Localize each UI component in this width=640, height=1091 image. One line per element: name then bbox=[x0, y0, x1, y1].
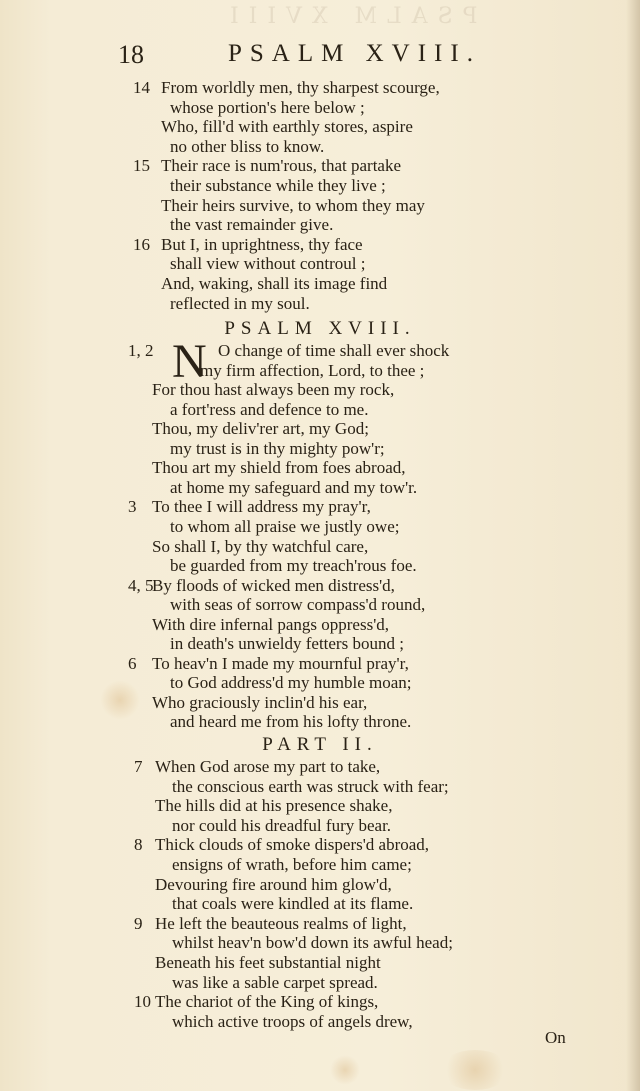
verse-text: When God arose my part to take, bbox=[155, 757, 381, 776]
verse-line bbox=[0, 973, 640, 993]
verse-line bbox=[0, 341, 640, 361]
verse-text: that coals were kindled at its flame. bbox=[172, 894, 414, 914]
verse-text: The hills did at his presence shake, bbox=[155, 796, 393, 816]
verse-text: nor could his dreadful fury bear. bbox=[172, 815, 392, 835]
verse-line bbox=[0, 953, 640, 973]
verse-text: was like a sable carpet spread. bbox=[172, 972, 378, 992]
verse-number: 7 bbox=[134, 757, 143, 776]
verse-text: Thick clouds of smoke dispers'd abroad, bbox=[155, 835, 430, 855]
verse-line bbox=[0, 497, 640, 517]
verse-line bbox=[0, 693, 640, 713]
verse-line bbox=[0, 595, 640, 615]
verse-line bbox=[0, 517, 640, 537]
verse-text: in death's unwieldy fetters bound ; bbox=[170, 634, 404, 654]
verse-line bbox=[0, 816, 640, 836]
verse-line bbox=[0, 933, 640, 953]
verse-line bbox=[0, 712, 640, 732]
verse-line bbox=[0, 673, 640, 693]
verse-number: 6 bbox=[128, 653, 137, 673]
verse-text: Their race is num'rous, that partake bbox=[161, 156, 402, 176]
verse-line bbox=[0, 156, 640, 176]
verse-line bbox=[0, 875, 640, 895]
verse-text: O change of time shall ever shock bbox=[218, 341, 450, 360]
catchword: On bbox=[545, 1028, 566, 1047]
foxing-stain bbox=[330, 1055, 360, 1085]
verse-text: no other bliss to know. bbox=[170, 136, 325, 156]
verse-line bbox=[0, 1012, 640, 1032]
verse-line bbox=[0, 254, 640, 274]
verse-text: shall view without controul ; bbox=[170, 254, 366, 274]
verse-text: The chariot of the King of kings, bbox=[155, 992, 379, 1012]
section-title-psalm-xviii: PSALM XVIII. bbox=[224, 318, 416, 339]
verse-line bbox=[0, 78, 640, 98]
verse-line bbox=[0, 274, 640, 294]
foxing-stain bbox=[440, 1050, 510, 1090]
verse-text: the vast remainder give. bbox=[170, 215, 334, 235]
verse-text: And, waking, shall its image find bbox=[161, 274, 388, 293]
verse-number: 15 bbox=[133, 156, 150, 176]
verse-text: with seas of sorrow compass'd round, bbox=[170, 595, 426, 615]
verse-text: their substance while they live ; bbox=[170, 176, 386, 195]
verse-text: For thou hast always been my rock, bbox=[152, 380, 395, 400]
verse-number: 3 bbox=[128, 497, 137, 517]
verse-line bbox=[0, 196, 640, 216]
verse-number: 1, 2 bbox=[128, 341, 154, 360]
verse-number: 8 bbox=[134, 835, 143, 855]
page-number: 18 bbox=[118, 40, 144, 69]
verse-text: Who graciously inclin'd his ear, bbox=[152, 692, 368, 712]
verse-line bbox=[0, 796, 640, 816]
verse-text: So shall I, by thy watchful care, bbox=[152, 536, 369, 556]
verse-text: Thou, my deliv'rer art, my God; bbox=[152, 419, 369, 439]
verse-number: 10 bbox=[134, 992, 151, 1012]
verse-text: and heard me from his lofty throne. bbox=[170, 712, 412, 732]
verse-text: whilst heav'n bow'd down its awful head; bbox=[172, 933, 453, 953]
verse-line bbox=[0, 835, 640, 855]
verse-number: 9 bbox=[134, 913, 143, 933]
verse-line bbox=[0, 894, 640, 914]
verse-line bbox=[0, 361, 640, 381]
bleed-through-text: PSALM XVIII bbox=[220, 4, 478, 29]
section-title-part-ii: PART II. bbox=[262, 734, 378, 755]
verse-line bbox=[0, 419, 640, 439]
verse-text: With dire infernal pangs oppress'd, bbox=[152, 614, 390, 634]
verse-line bbox=[0, 215, 640, 235]
verse-line bbox=[0, 380, 640, 400]
verse-text: reflected in my soul. bbox=[170, 293, 310, 313]
verse-line bbox=[0, 117, 640, 137]
verse-text: Devouring fire around him glow'd, bbox=[155, 874, 392, 894]
verse-line bbox=[0, 654, 640, 674]
verse-line bbox=[0, 992, 640, 1012]
verse-number: 4, 5 bbox=[128, 575, 154, 595]
verse-line bbox=[0, 458, 640, 478]
verse-text: Beneath his feet substantial night bbox=[155, 953, 381, 972]
verse-line bbox=[0, 478, 640, 498]
verse-line bbox=[0, 576, 640, 596]
verse-text: He left the beauteous realms of light, bbox=[155, 913, 407, 933]
verse-line bbox=[0, 137, 640, 157]
verse-line bbox=[0, 777, 640, 797]
verse-text: Their heirs survive, to whom they may bbox=[161, 195, 425, 215]
verse-text: To heav'n I made my mournful pray'r, bbox=[152, 653, 409, 673]
page-header bbox=[118, 40, 518, 74]
verse-text: To thee I will address my pray'r, bbox=[152, 497, 371, 517]
verse-text: at home my safeguard and my tow'r. bbox=[170, 477, 418, 497]
verse-line bbox=[0, 537, 640, 557]
drop-cap: N bbox=[172, 335, 207, 388]
verse-line bbox=[0, 235, 640, 255]
verse-text: my firm affection, Lord, to thee ; bbox=[200, 360, 425, 380]
verse-line bbox=[0, 98, 640, 118]
verse-text: By floods of wicked men distress'd, bbox=[152, 575, 395, 595]
verse-text: a fort'ress and defence to me. bbox=[170, 399, 369, 419]
verse-text: whose portion's here below ; bbox=[170, 97, 365, 117]
verse-line bbox=[0, 556, 640, 576]
verse-text: to whom all praise we justly owe; bbox=[170, 516, 400, 536]
verse-line bbox=[0, 855, 640, 875]
verse-text: But I, in uprightness, thy face bbox=[161, 234, 363, 254]
verse-text: the conscious earth was struck with fear; bbox=[172, 776, 449, 796]
verse-number: 16 bbox=[133, 234, 150, 254]
verse-text: be guarded from my treach'rous foe. bbox=[170, 556, 417, 576]
verse-line bbox=[0, 615, 640, 635]
running-head: PSALM XVIII. bbox=[228, 40, 481, 67]
verse-text: Who, fill'd with earthly stores, aspire bbox=[161, 117, 413, 137]
verse-line bbox=[0, 914, 640, 934]
verse-number: 14 bbox=[133, 78, 150, 97]
verse-line bbox=[0, 439, 640, 459]
verse-text: ensigns of wrath, before him came; bbox=[172, 855, 412, 874]
verse-line bbox=[0, 400, 640, 420]
verse-text: my trust is in thy mighty pow'r; bbox=[170, 438, 385, 458]
verse-line bbox=[0, 634, 640, 654]
verse-line bbox=[0, 176, 640, 196]
verse-text: which active troops of angels drew, bbox=[172, 1011, 413, 1031]
verse-text: From worldly men, thy sharpest scourge, bbox=[161, 78, 440, 97]
verse-line bbox=[0, 757, 640, 777]
verse-text: to God address'd my humble moan; bbox=[170, 673, 412, 693]
verse-text: Thou art my shield from foes abroad, bbox=[152, 458, 406, 478]
verse-line bbox=[0, 294, 640, 314]
